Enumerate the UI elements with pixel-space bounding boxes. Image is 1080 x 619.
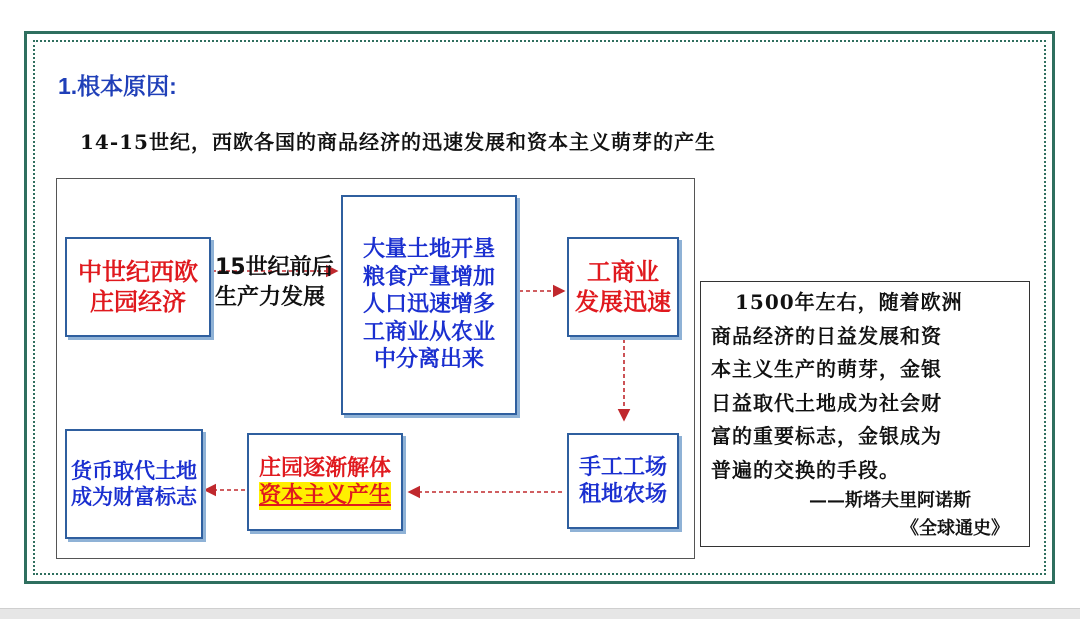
bottom-band: [0, 608, 1080, 619]
quote-author: ——斯塔夫里阿诺斯: [809, 490, 971, 511]
edge-label-productivity: 15世纪前后 生产力发展: [215, 255, 334, 310]
flow-diagram: [56, 178, 695, 559]
summary-text: 14-15世纪，西欧各国的商品经济的迅速发展和资本主义萌芽的产生: [80, 130, 716, 154]
node-commerce-growth: 工商业 发展迅速: [567, 237, 679, 337]
section-title: 1.根本原因:: [58, 73, 177, 99]
quote-source: 《全球通史》: [901, 518, 1009, 539]
quote-box: [700, 281, 1030, 547]
highlight-capitalism: 资本主义产生: [258, 483, 391, 508]
node-workshop-farm: 手工工场 租地农场: [567, 433, 679, 529]
node-manor-collapse: 庄园逐渐解体 资本主义产生: [247, 433, 403, 531]
node-land-cultivation: 大量土地开垦 粮食产量增加 人口迅速增多 工商业从农业 中分离出来: [341, 195, 517, 415]
quote-text: 1500年左右，随着欧洲 商品经济的日益发展和资 本主义生产的萌芽，金银 日益取代土地成为社会财 富的重要标志，金银成为 普遍的交换的手段。: [711, 290, 963, 482]
node-currency-wealth: 货币取代土地 成为财富标志: [65, 429, 203, 539]
node-medieval-manor: 中世纪西欧 庄园经济: [65, 237, 211, 337]
